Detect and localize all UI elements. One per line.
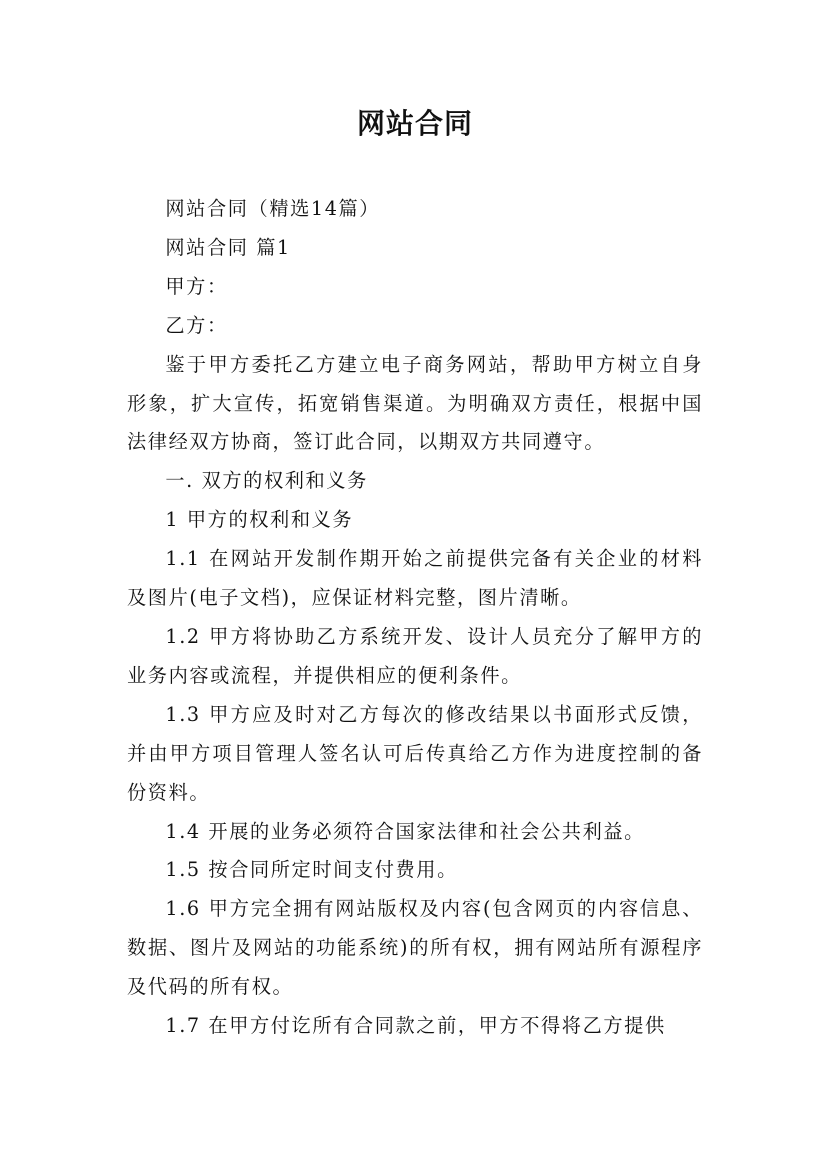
clause: 1.2 甲方将协助乙方系统开发、设计人员充分了解甲方的业务内容或流程，并提供相应的便利条件。 bbox=[127, 624, 703, 687]
clause: 1.3 甲方应及时对乙方每次的修改结果以书面形式反馈，并由甲方项目管理人签名认可后传真给乙方作为进度控制的备份资料。 bbox=[127, 702, 703, 804]
clause: 1.6 甲方完全拥有网站版权及内容(包含网页的内容信息、数据、图片及网站的功能系统)的所有权，拥有网站所有源程序及代码的所有权。 bbox=[127, 897, 703, 999]
paragraph: 网站合同（精选14篇） bbox=[165, 197, 381, 220]
clause: 1.1 在网站开发制作期开始之前提供完备有关企业的材料及图片(电子文档)，应保证材料完整，图片清晰。 bbox=[127, 547, 703, 610]
document-title: 网站合同 bbox=[356, 107, 473, 140]
paragraph: 甲方： bbox=[165, 274, 228, 298]
clause: 1.7 在甲方付讫所有合同款之前，甲方不得将乙方提供 bbox=[165, 1014, 666, 1038]
clause: 1.4 开展的业务必须符合国家法律和社会公共利益。 bbox=[165, 819, 645, 843]
clause: 1.5 按合同所定时间支付费用。 bbox=[165, 858, 458, 882]
paragraph: 网站合同 篇1 bbox=[165, 235, 291, 259]
paragraph: 鉴于甲方委托乙方建立电子商务网站，帮助甲方树立自身形象，扩大宣传，拓宽销售渠道。为明确双方责任，根据中国法律经双方协商，签订此合同，以期双方共同遵守。 bbox=[127, 352, 703, 454]
document-body bbox=[127, 190, 703, 1046]
subsection-heading: 1 甲方的权利和义务 bbox=[165, 508, 354, 532]
section-heading: 一. 双方的权利和义务 bbox=[165, 469, 368, 493]
paragraph: 乙方： bbox=[165, 313, 228, 337]
